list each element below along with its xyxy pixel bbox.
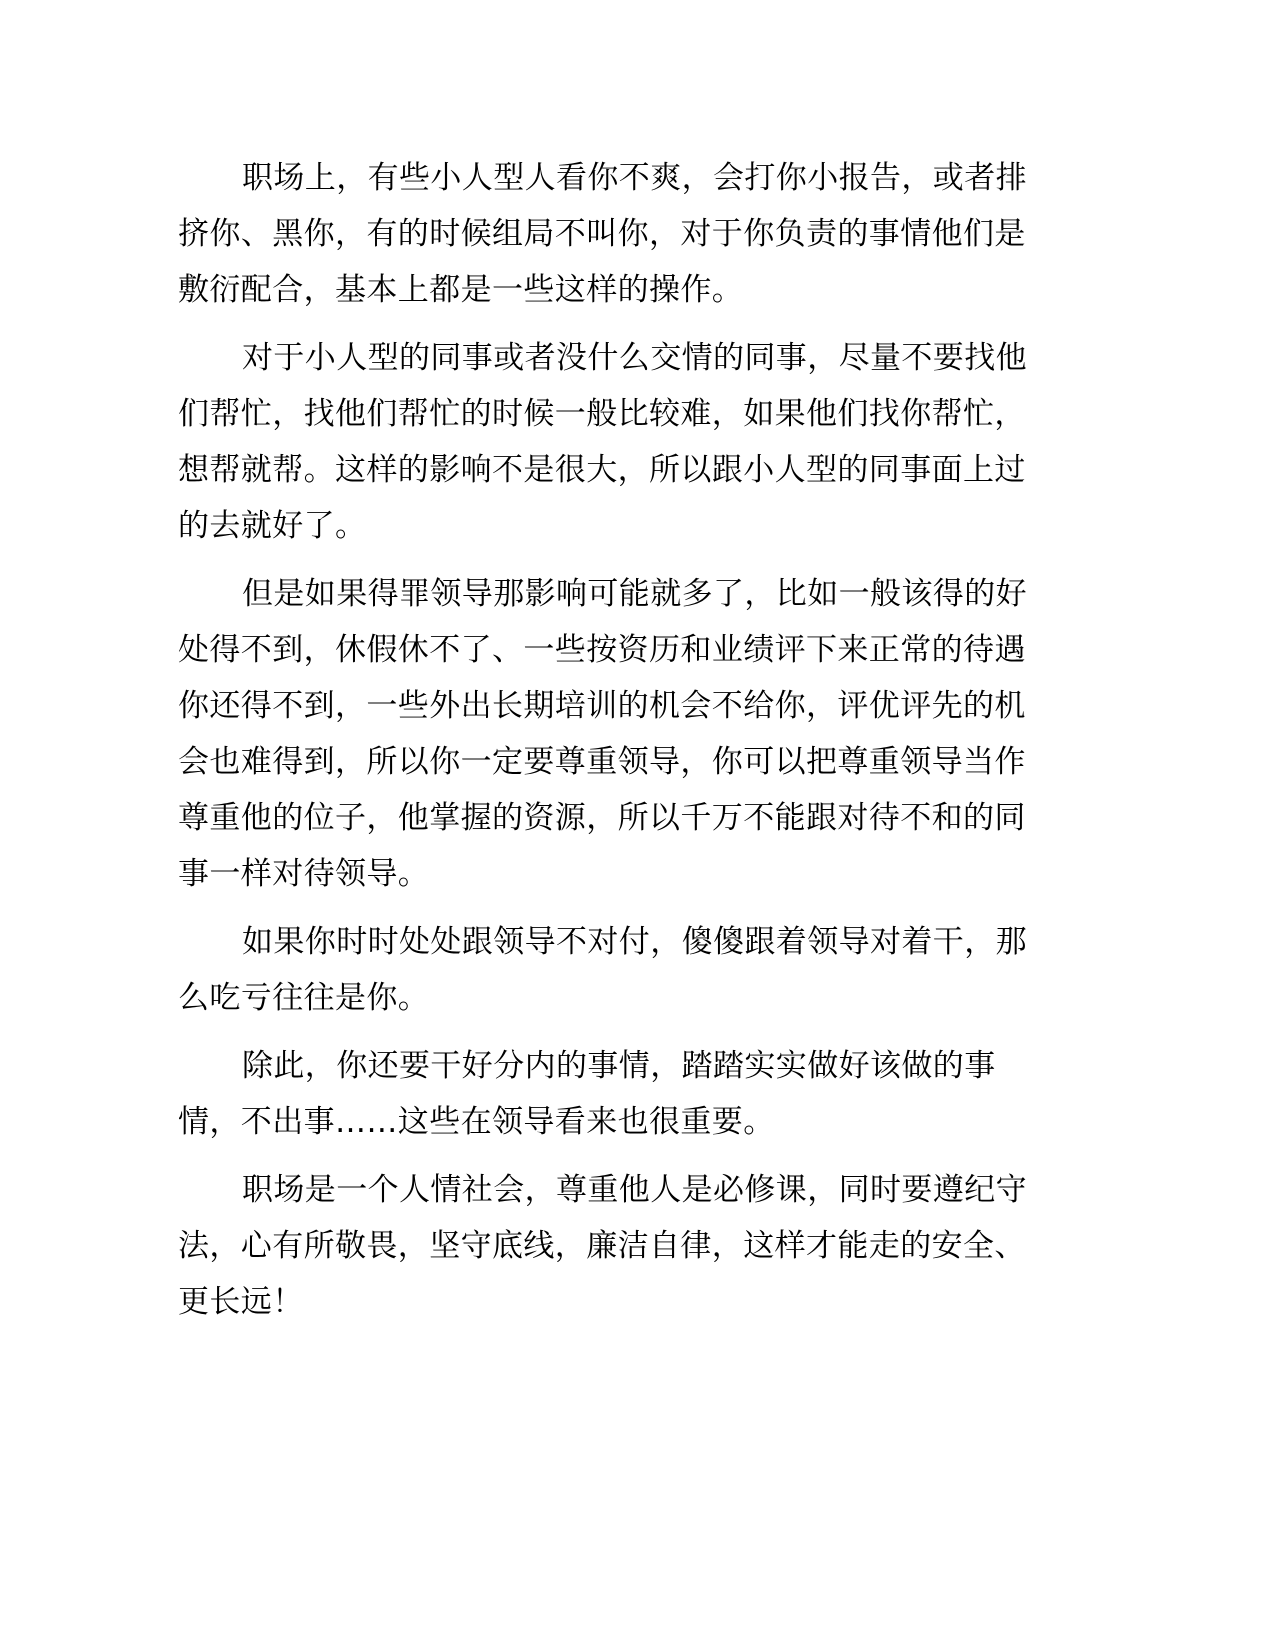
paragraph-6 — [178, 1162, 1040, 1330]
text-line: 但是如果得罪领导那影响可能就多了，比如一般该得的好 — [242, 576, 1027, 612]
text-line: 尊重他的位子，他掌握的资源，所以千万不能跟对待不和的同 — [178, 800, 1026, 836]
paragraph-4 — [178, 914, 1040, 1026]
text-line: 处得不到，休假休不了、一些按资历和业绩评下来正常的待遇 — [178, 632, 1026, 668]
text-line: 更长远！ — [178, 1284, 304, 1320]
text-line: 职场上，有些小人型人看你不爽，会打你小报告，或者排 — [242, 160, 1027, 196]
text-line: 法，心有所敬畏，坚守底线，廉洁自律，这样才能走的安全、 — [178, 1228, 1026, 1264]
paragraph-1 — [178, 150, 1040, 318]
text-line: 想帮就帮。这样的影响不是很大，所以跟小人型的同事面上过 — [178, 452, 1026, 488]
text-line: 的去就好了。 — [178, 508, 367, 544]
text-line: 除此，你还要干好分内的事情，踏踏实实做好该做的事 — [242, 1048, 996, 1084]
text-line: 你还得不到，一些外出长期培训的机会不给你，评优评先的机 — [178, 688, 1026, 724]
text-line: 如果你时时处处跟领导不对付，傻傻跟着领导对着干，那 — [242, 924, 1027, 960]
text-line: 会也难得到，所以你一定要尊重领导，你可以把尊重领导当作 — [178, 744, 1026, 780]
text-line: 情，不出事……这些在领导看来也很重要。 — [178, 1104, 775, 1140]
paragraph-3 — [178, 566, 1040, 902]
text-line: 挤你、黑你，有的时候组局不叫你，对于你负责的事情他们是 — [178, 216, 1026, 252]
text-line: 职场是一个人情社会，尊重他人是必修课，同时要遵纪守 — [242, 1172, 1027, 1208]
text-line: 们帮忙，找他们帮忙的时候一般比较难，如果他们找你帮忙， — [178, 396, 1026, 432]
text-line: 对于小人型的同事或者没什么交情的同事，尽量不要找他 — [242, 340, 1027, 376]
document-body — [178, 150, 1040, 1342]
paragraph-5 — [178, 1038, 1040, 1150]
text-line: 么吃亏往往是你。 — [178, 980, 430, 1016]
text-line: 事一样对待领导。 — [178, 856, 430, 892]
paragraph-2 — [178, 330, 1040, 554]
text-line: 敷衍配合，基本上都是一些这样的操作。 — [178, 272, 744, 308]
